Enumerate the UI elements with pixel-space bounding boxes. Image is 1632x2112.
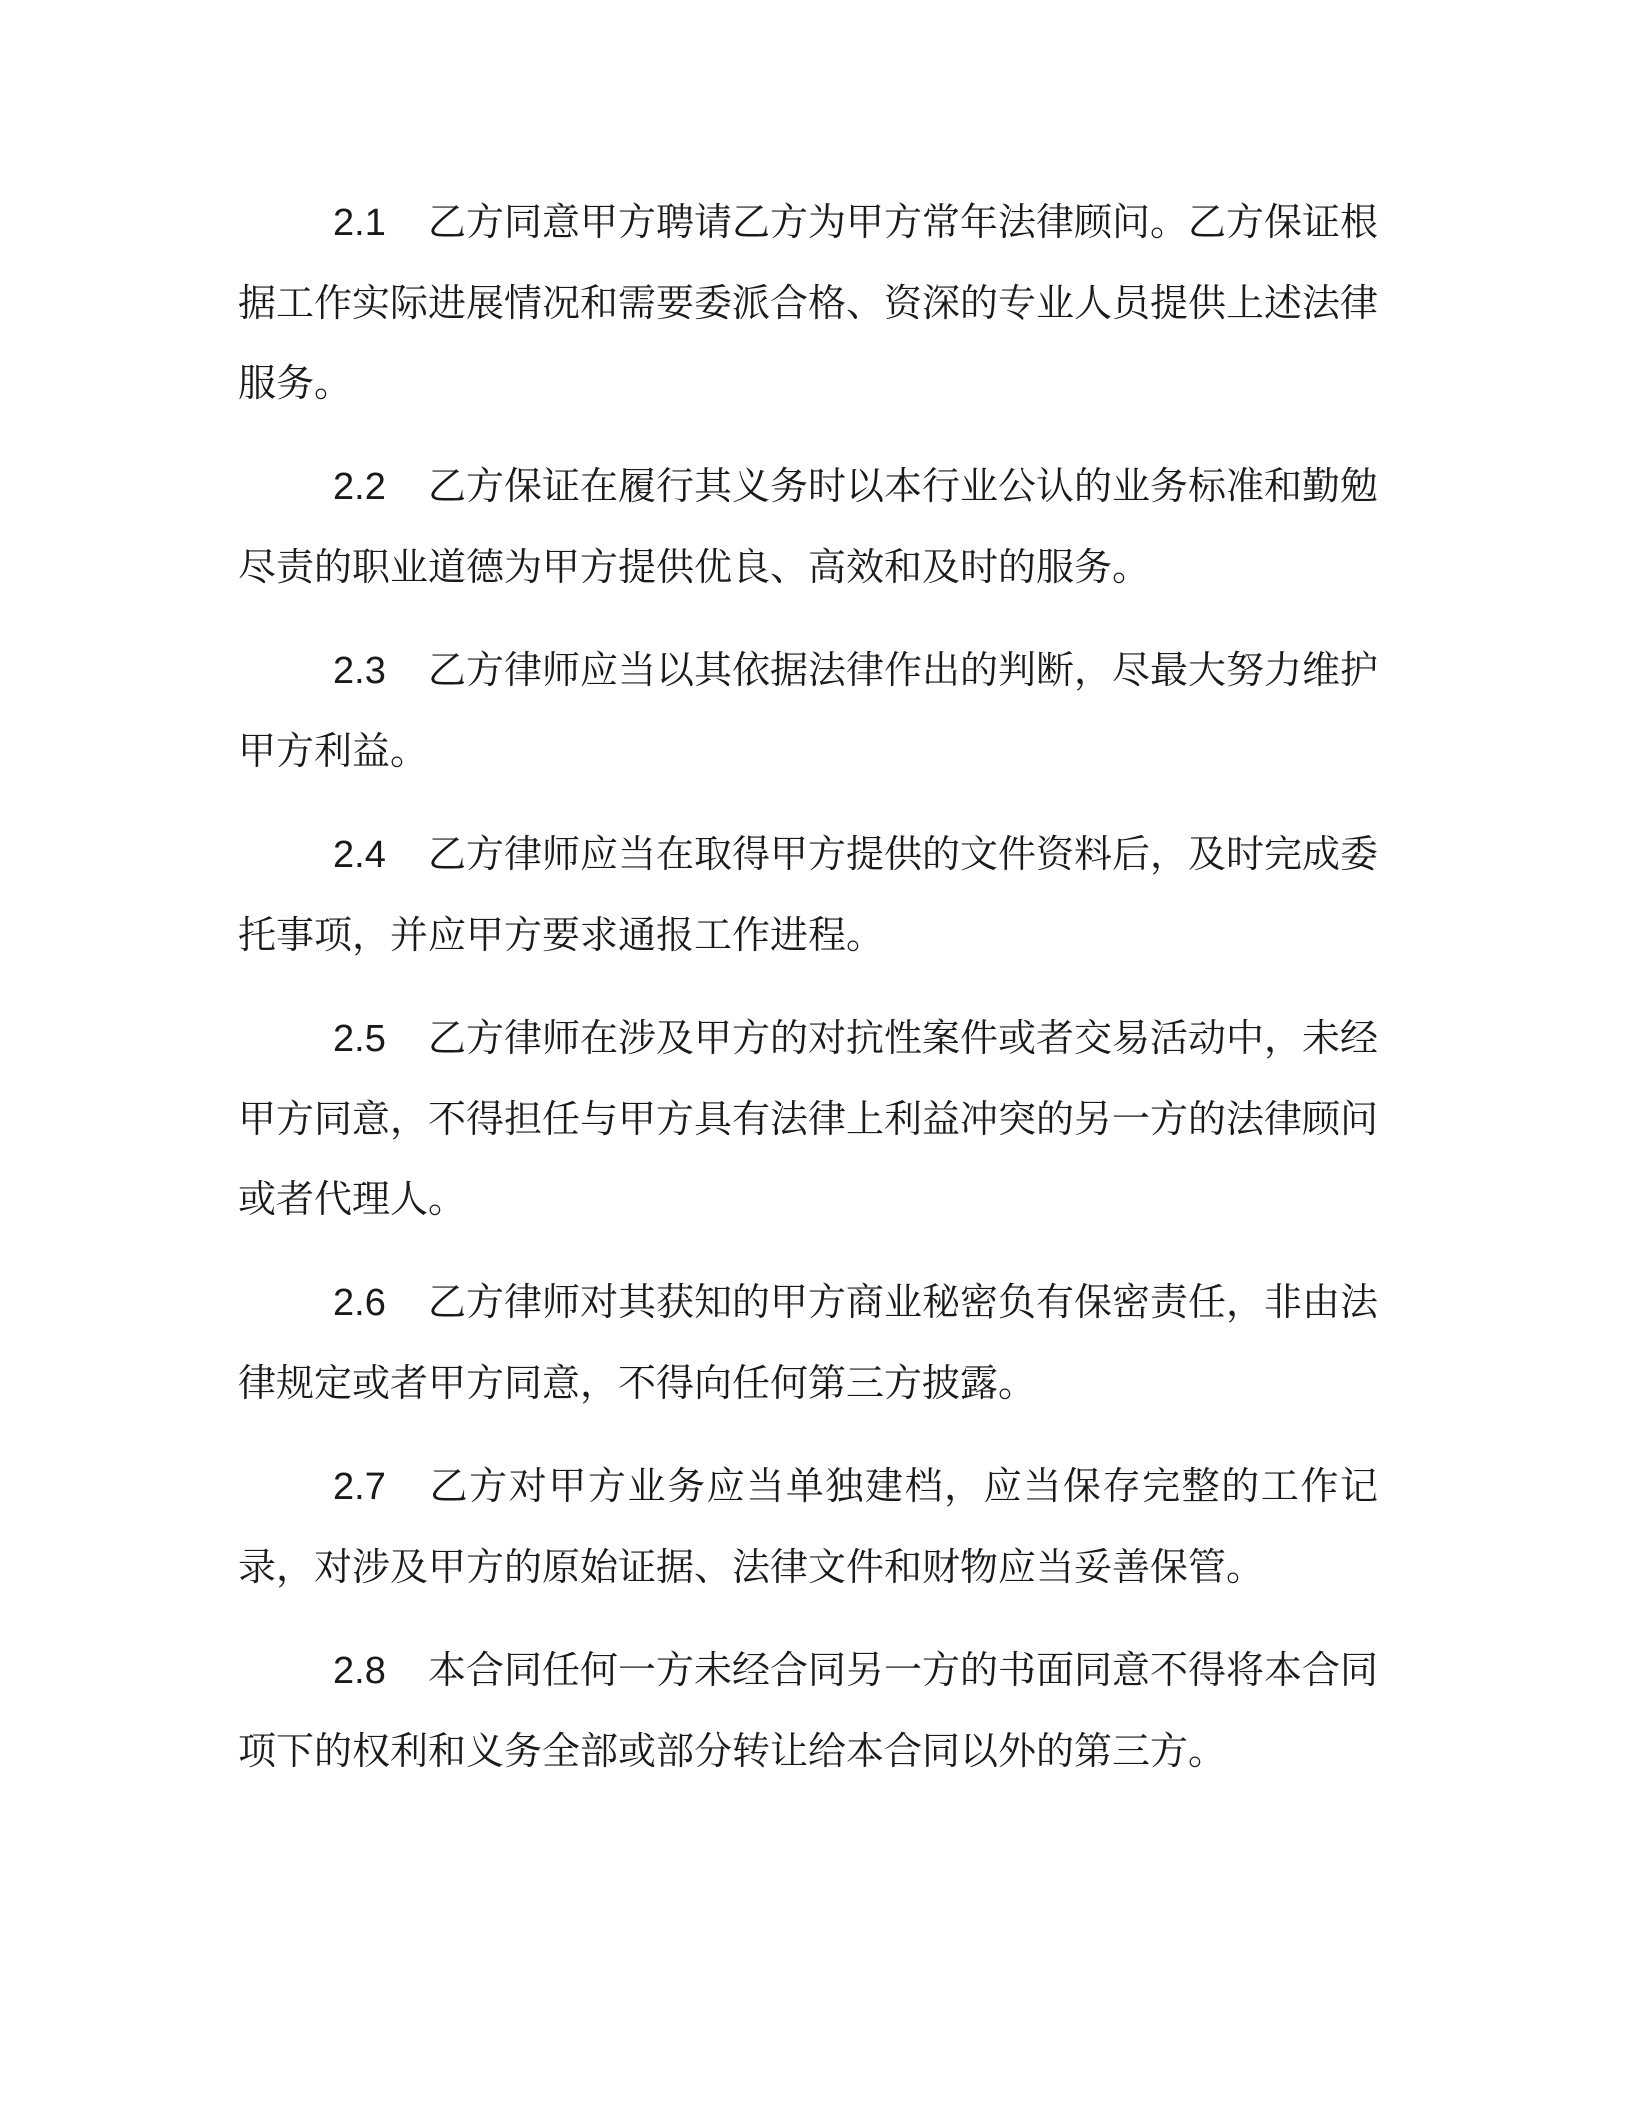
clause-2-6 — [238, 1262, 1378, 1423]
clause-2-7 — [238, 1446, 1378, 1607]
clause-text: 本合同任何一方未经合同另一方的书面同意不得将本合同项下的权利和义务全部或部分转让给本合同以外的第三方。 — [238, 1648, 1379, 1773]
clause-2-4 — [238, 814, 1378, 975]
clause-text: 乙方保证在履行其义务时以本行业公认的业务标准和勤勉尽责的职业道德为甲方提供优良、高效和及时的服务。 — [238, 464, 1379, 589]
clause-list — [238, 182, 1378, 1814]
clause-number: 2.7 — [333, 1466, 386, 1508]
clause-text: 乙方律师在涉及甲方的对抗性案件或者交易活动中，未经甲方同意，不得担任与甲方具有法律上利益冲突的另一方的法律顾问或者代理人。 — [238, 1016, 1379, 1221]
clause-number: 2.3 — [333, 650, 386, 692]
clause-text: 乙方律师应当以其依据法律作出的判断，尽最大努力维护甲方利益。 — [238, 648, 1379, 773]
clause-2-2 — [238, 446, 1378, 607]
clause-2-8 — [238, 1630, 1378, 1791]
clause-text: 乙方同意甲方聘请乙方为甲方常年法律顾问。乙方保证根据工作实际进展情况和需要委派合格、资深的专业人员提供上述法律服务。 — [238, 200, 1379, 405]
clause-number: 2.1 — [333, 202, 386, 244]
clause-text: 乙方律师应当在取得甲方提供的文件资料后，及时完成委托事项，并应甲方要求通报工作进程。 — [238, 832, 1379, 957]
clause-number: 2.6 — [333, 1282, 386, 1324]
clause-number: 2.4 — [333, 834, 386, 876]
clause-2-1 — [238, 182, 1378, 423]
clause-2-3 — [238, 630, 1378, 791]
clause-number: 2.5 — [333, 1018, 386, 1060]
clause-text: 乙方对甲方业务应当单独建档，应当保存完整的工作记录，对涉及甲方的原始证据、法律文件和财物应当妥善保管。 — [238, 1464, 1378, 1589]
clause-2-5 — [238, 998, 1378, 1239]
clause-text: 乙方律师对其获知的甲方商业秘密负有保密责任，非由法律规定或者甲方同意，不得向任何第三方披露。 — [238, 1280, 1379, 1405]
clause-number: 2.8 — [333, 1650, 386, 1692]
clause-number: 2.2 — [333, 466, 386, 508]
